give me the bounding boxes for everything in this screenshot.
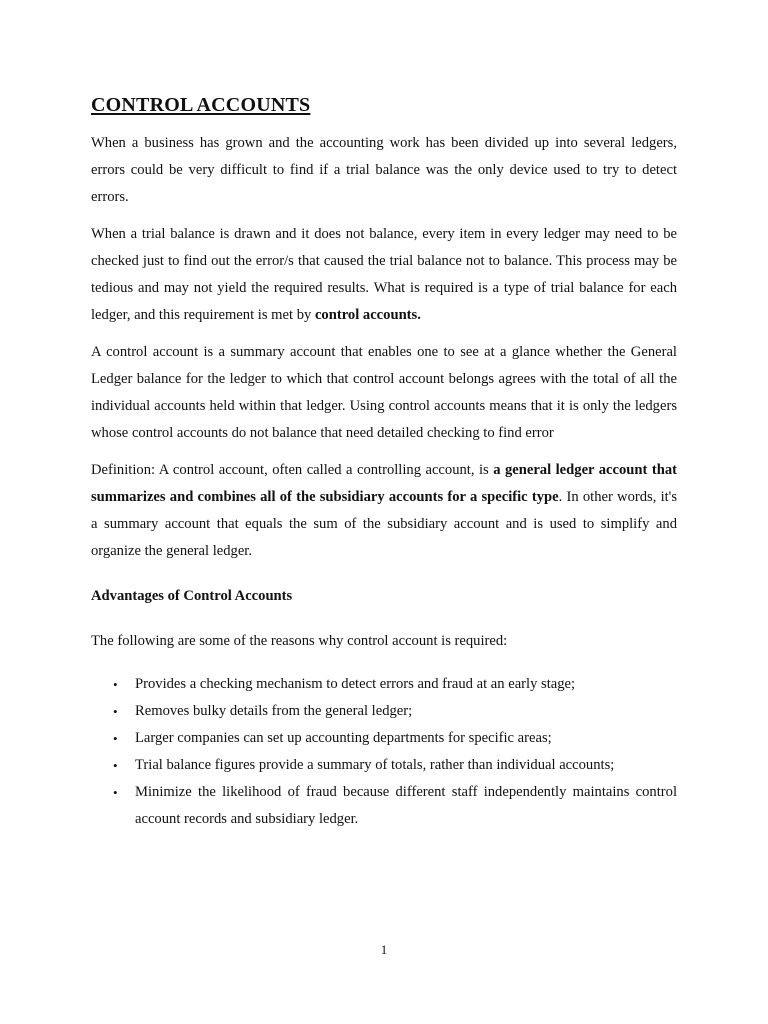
advantages-intro: The following are some of the reasons why control account is required:	[91, 633, 508, 649]
paragraph-trial-balance-bold: control accounts.	[314, 307, 421, 323]
paragraph-definition	[91, 457, 677, 565]
paragraph-control-account: A control account is a summary account that enables one to see at a glance whether the General Ledger balance for the ledger to which that control account belongs agrees with the total of all the individual accounts held within that ledger. Using control accounts means that it is only the ledgers whose control accounts do not balance that need detailed checking to find error	[91, 344, 677, 441]
paragraph-trial-balance-text: When a trial balance is drawn and it does not balance, every item in every ledger may need to be checked just to find out the error/s that caused the trial balance not to balance. This process may be tedious and may not yield the required results. What is required is a type of trial balance for each ledger, and this requirement is met by	[91, 226, 677, 323]
list-item	[91, 725, 677, 752]
page-number: 1	[380, 942, 388, 957]
paragraph-trial-balance	[91, 221, 677, 329]
page-title: CONTROL ACCOUNTS	[91, 94, 311, 116]
list-item	[91, 779, 677, 833]
bullet-icon: •	[113, 677, 118, 692]
bullet-icon: •	[113, 704, 118, 719]
page-content	[91, 92, 677, 833]
list-item-text: Removes bulky details from the general ledger;	[135, 703, 413, 719]
list-item-text: Provides a checking mechanism to detect errors and fraud at an early stage;	[135, 676, 576, 692]
definition-text-a: Definition: A control account, often called a controlling account, is	[91, 462, 494, 478]
list-item	[91, 671, 677, 698]
advantages-list	[91, 671, 677, 833]
advantages-heading: Advantages of Control Accounts	[91, 588, 293, 604]
paragraph-intro: When a business has grown and the accounting work has been divided up into several ledgers, errors could be very difficult to find if a trial balance was the only device used to try to detect errors.	[91, 135, 677, 205]
list-item-text: Trial balance figures provide a summary of totals, rather than individual accounts;	[135, 757, 615, 773]
definition-text-b: . In other words, it's a summary account that equals the sum of the subsidiary account and is used to simplify and organize the general ledger.	[91, 489, 677, 559]
list-item	[91, 698, 677, 725]
bullet-icon: •	[113, 731, 118, 746]
definition-bold: a general ledger account that summarizes and combines all of the subsidiary accounts for a specific type	[91, 462, 677, 505]
list-item	[91, 752, 677, 779]
bullet-icon: •	[113, 785, 118, 800]
bullet-icon: •	[113, 758, 118, 773]
list-item-text: Minimize the likelihood of fraud because different staff independently maintains control account records and subsidiary ledger.	[135, 784, 677, 827]
list-item-text: Larger companies can set up accounting departments for specific areas;	[135, 730, 552, 746]
